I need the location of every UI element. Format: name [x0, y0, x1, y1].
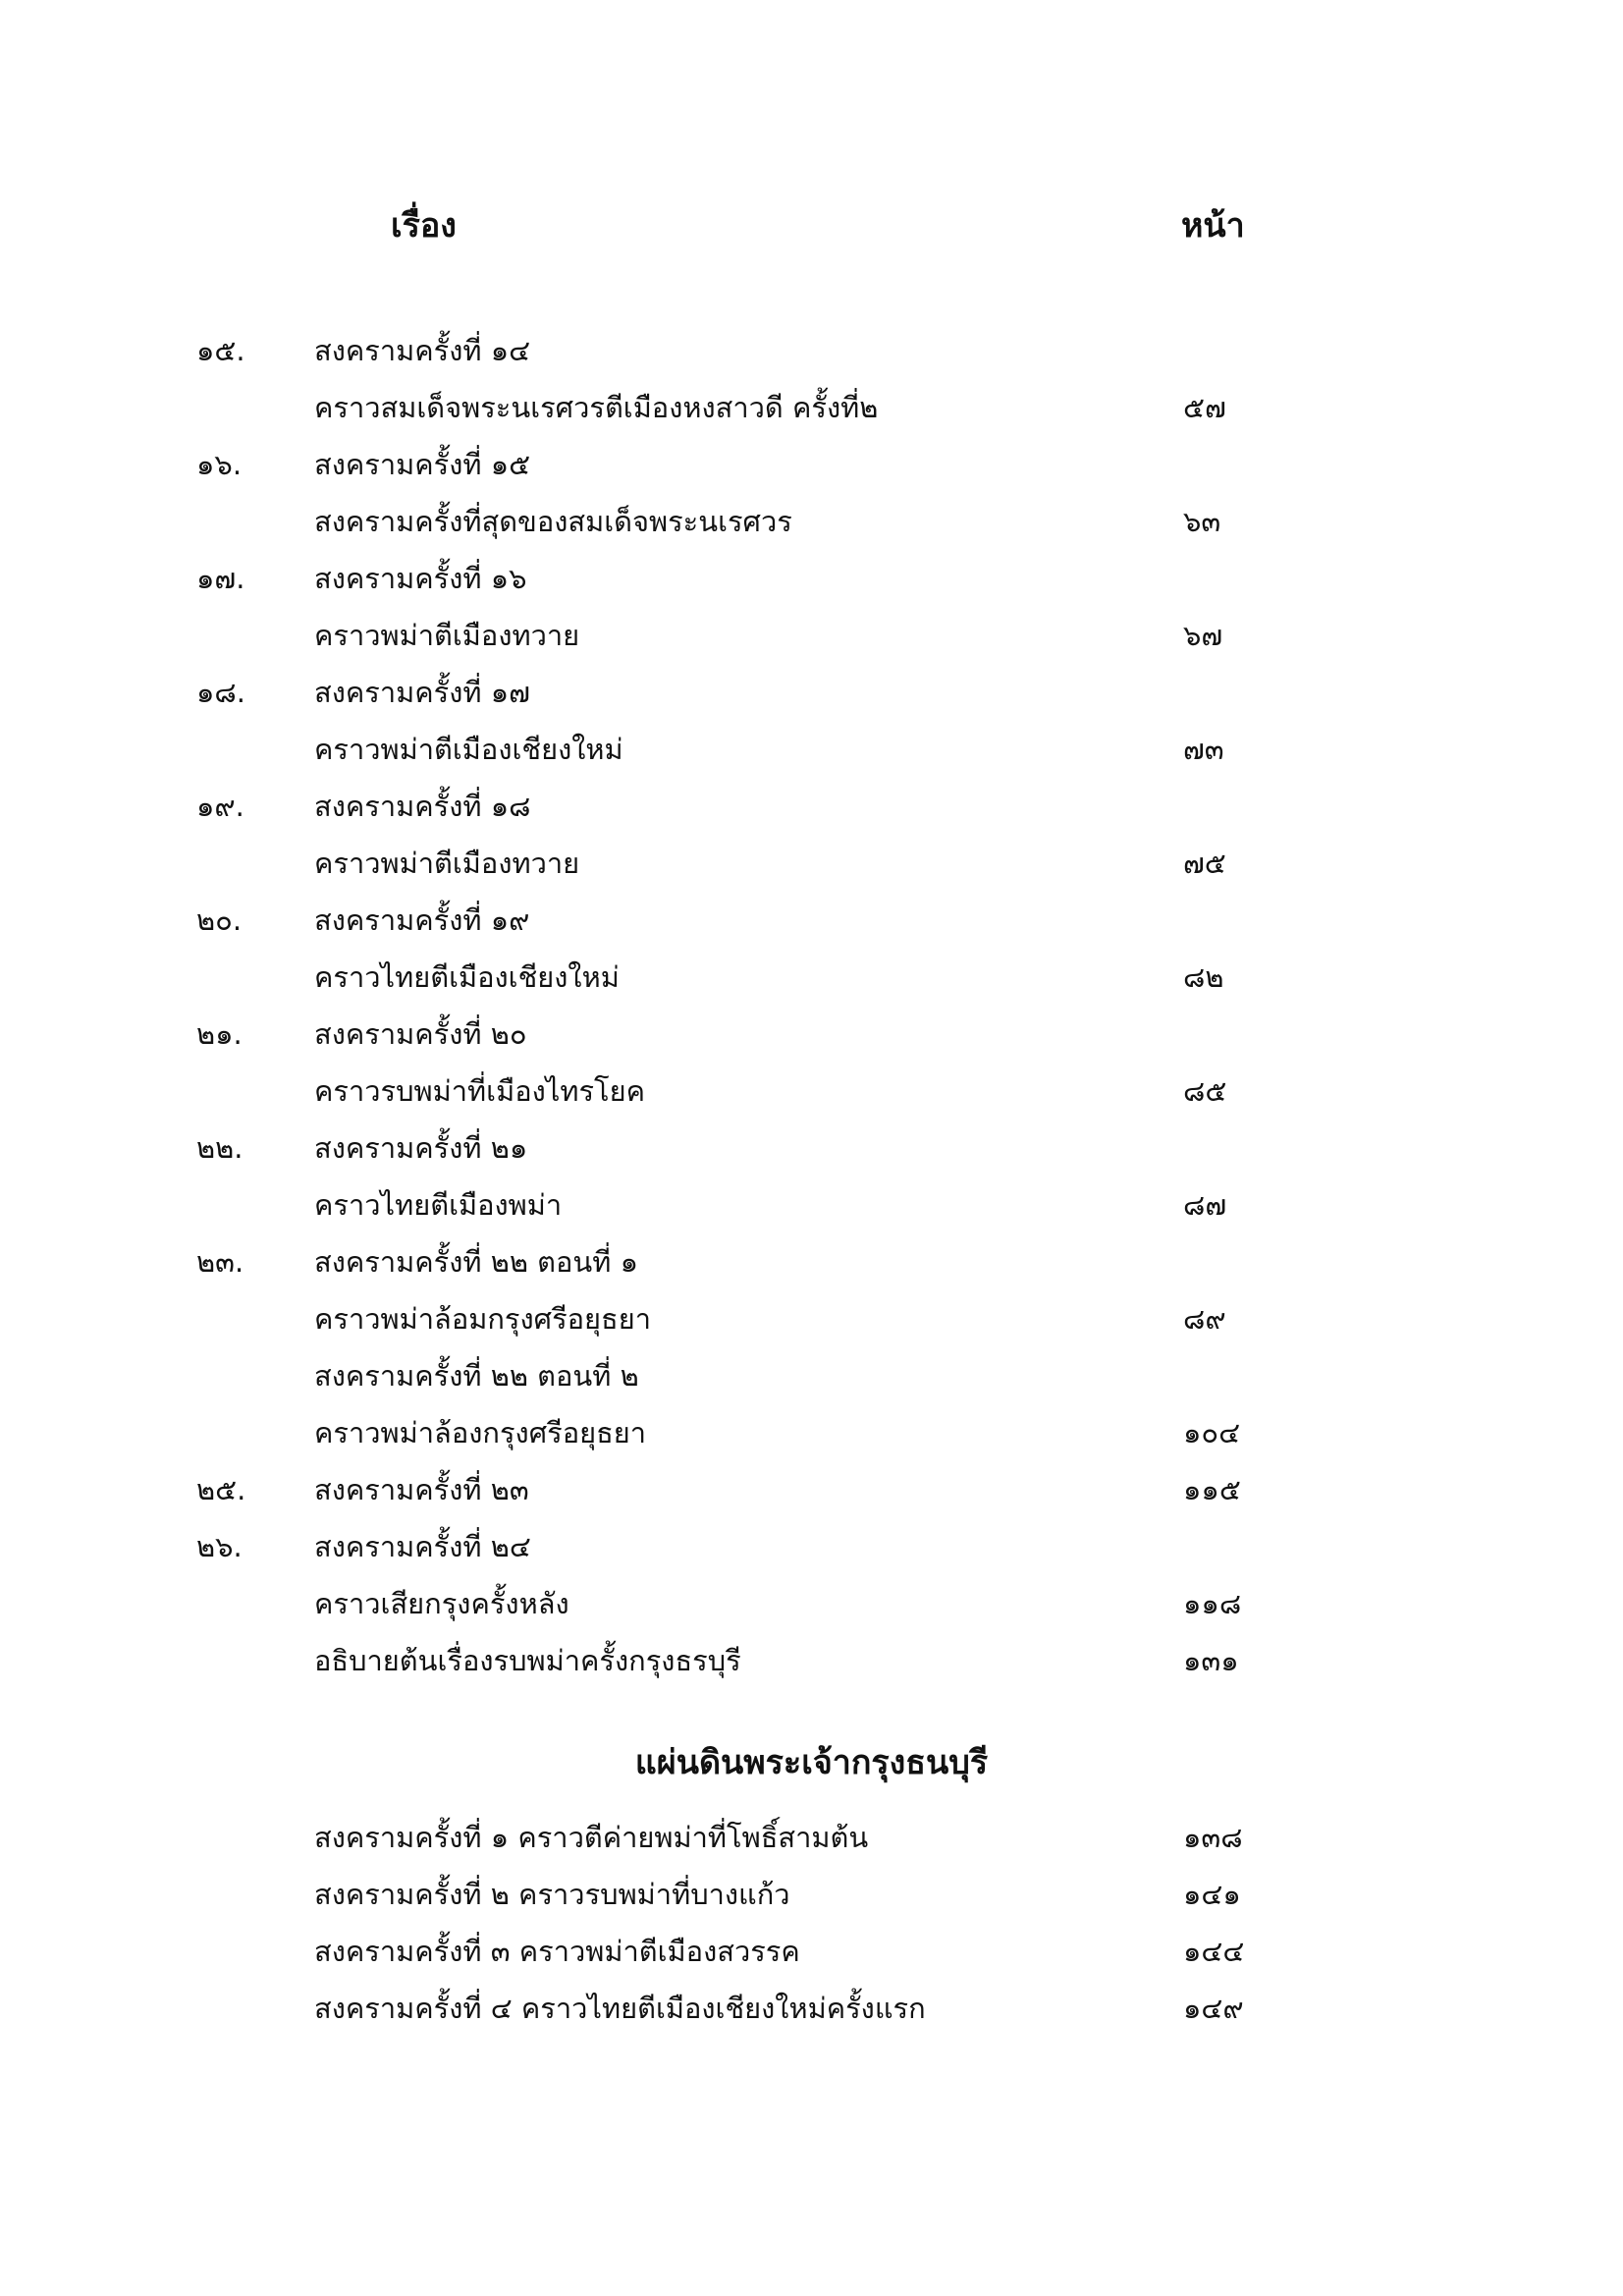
toc-page: ๑๔๑	[1183, 1878, 1241, 1911]
column-header-page: หน้า	[1181, 206, 1245, 246]
toc-title: คราวไทยตีเมืองพม่า	[314, 1188, 563, 1222]
toc-list	[0, 322, 1623, 1689]
toc-row	[0, 1063, 1623, 1120]
toc-row	[0, 1347, 1623, 1404]
toc-title: คราวเสียกรุงครั้งหลัง	[314, 1587, 569, 1620]
toc-page: ๑๐๔	[1183, 1416, 1241, 1449]
toc-number: ๒๒.	[196, 1131, 243, 1165]
toc-page: ๕๗	[1183, 391, 1226, 424]
toc-title: คราวไทยตีเมืองเชียงใหม่	[314, 960, 620, 994]
toc-row	[0, 892, 1623, 949]
toc-title: สงครามครั้งที่ ๔ คราวไทยตีเมืองเชียงใหม่ครั้งแรก	[314, 1992, 926, 2025]
section-title: แผ่นดินพระเจ้ากรุงธนบุรี	[634, 1743, 989, 1782]
toc-page: ๖๗	[1183, 619, 1223, 652]
toc-row	[0, 607, 1623, 664]
section-heading	[0, 1738, 1623, 1787]
toc-page: ๑๓๘	[1183, 1821, 1243, 1854]
toc-title: สงครามครั้งที่ ๑๙	[314, 903, 530, 937]
toc-page: ๑๔๙	[1183, 1992, 1244, 2025]
toc-row	[0, 493, 1623, 550]
toc-title: สงครามครั้งที่ ๒ คราวรบพม่าที่บางแก้ว	[314, 1878, 790, 1911]
toc-page: ๑๔๔	[1183, 1935, 1245, 1968]
toc-row	[0, 1461, 1623, 1518]
toc-number: ๑๕.	[196, 334, 245, 367]
toc-row	[0, 1233, 1623, 1290]
toc-title: สงครามครั้งที่ ๑๕	[314, 448, 531, 481]
toc-title: สงครามครั้งที่ ๒๓	[314, 1473, 529, 1506]
toc-page: ๗๕	[1183, 847, 1226, 880]
toc-number: ๒๓.	[196, 1245, 244, 1279]
toc-page: ๑๓๑	[1183, 1644, 1239, 1677]
toc-title: สงครามครั้งที่สุดของสมเด็จพระนเรศวร	[314, 505, 792, 538]
toc-title: คราวรบพม่าที่เมืองไทรโยค	[314, 1074, 646, 1108]
toc-title: คราวพม่าตีเมืองทวาย	[314, 847, 580, 880]
toc-number: ๑๗.	[196, 562, 245, 595]
toc-title: สงครามครั้งที่ ๓ คราวพม่าตีเมืองสวรรค	[314, 1935, 800, 1968]
toc-row	[0, 1809, 1623, 1866]
section-toc-list	[0, 1809, 1623, 2037]
toc-title: คราวพม่าตีเมืองทวาย	[314, 619, 580, 652]
toc-title: คราวพม่าตีเมืองเชียงใหม่	[314, 733, 623, 766]
toc-title: สงครามครั้งที่ ๑๗	[314, 676, 530, 709]
toc-title: สงครามครั้งที่ ๒๑	[314, 1131, 528, 1165]
toc-row	[0, 1575, 1623, 1632]
toc-row	[0, 1290, 1623, 1347]
toc-number: ๒๖.	[196, 1530, 243, 1563]
toc-row	[0, 778, 1623, 835]
toc-number: ๒๐.	[196, 903, 243, 937]
toc-title: คราวพม่าล้องกรุงศรีอยุธยา	[314, 1416, 647, 1449]
toc-row	[0, 1518, 1623, 1575]
toc-row	[0, 436, 1623, 493]
toc-title: สงครามครั้งที่ ๒๐	[314, 1017, 527, 1051]
toc-title: คราวสมเด็จพระนเรศวรตีเมืองหงสาวดี ครั้งที่๒	[314, 391, 879, 424]
toc-number: ๑๘.	[196, 676, 245, 709]
toc-row	[0, 721, 1623, 778]
toc-row	[0, 1404, 1623, 1461]
toc-title: สงครามครั้งที่ ๒๔	[314, 1530, 531, 1563]
toc-page: ๘๒	[1183, 960, 1224, 994]
toc-title: สงครามครั้งที่ ๒๒ ตอนที่ ๒	[314, 1359, 639, 1393]
toc-row	[0, 949, 1623, 1006]
toc-title: สงครามครั้งที่ ๒๒ ตอนที่ ๑	[314, 1245, 638, 1279]
toc-title: สงครามครั้งที่ ๑ คราวตีค่ายพม่าที่โพธิ์สามต้น	[314, 1821, 869, 1854]
toc-row	[0, 379, 1623, 436]
toc-title: อธิบายต้นเรื่องรบพม่าครั้งกรุงธรบุรี	[314, 1644, 741, 1677]
toc-page: ๑๑๕	[1183, 1473, 1241, 1506]
toc-row	[0, 1176, 1623, 1233]
toc-number: ๑๖.	[196, 448, 243, 481]
toc-number: ๒๑.	[196, 1017, 243, 1051]
toc-row	[0, 1980, 1623, 2037]
toc-title: สงครามครั้งที่ ๑๖	[314, 562, 527, 595]
toc-row	[0, 322, 1623, 379]
toc-row	[0, 1866, 1623, 1923]
toc-page: ๘๕	[1183, 1074, 1227, 1108]
toc-title: สงครามครั้งที่ ๑๔	[314, 334, 531, 367]
toc-row	[0, 1923, 1623, 1980]
toc-row	[0, 1632, 1623, 1689]
toc-page: ๖๓	[1183, 505, 1221, 538]
toc-row	[0, 550, 1623, 607]
toc-page: ๘๗	[1183, 1188, 1227, 1222]
toc-row	[0, 1006, 1623, 1063]
toc-page: ๘๙	[1183, 1302, 1226, 1336]
toc-number: ๑๙.	[196, 790, 244, 823]
toc-row	[0, 835, 1623, 892]
toc-page: ๑๑๘	[1183, 1587, 1242, 1620]
toc-row	[0, 664, 1623, 721]
toc-number: ๒๕.	[196, 1473, 246, 1506]
toc-title: สงครามครั้งที่ ๑๘	[314, 790, 531, 823]
column-header-topic: เรื่อง	[391, 206, 457, 246]
toc-title: คราวพม่าล้อมกรุงศรีอยุธยา	[314, 1302, 652, 1336]
toc-row	[0, 1120, 1623, 1176]
toc-page: ๗๓	[1183, 733, 1224, 766]
